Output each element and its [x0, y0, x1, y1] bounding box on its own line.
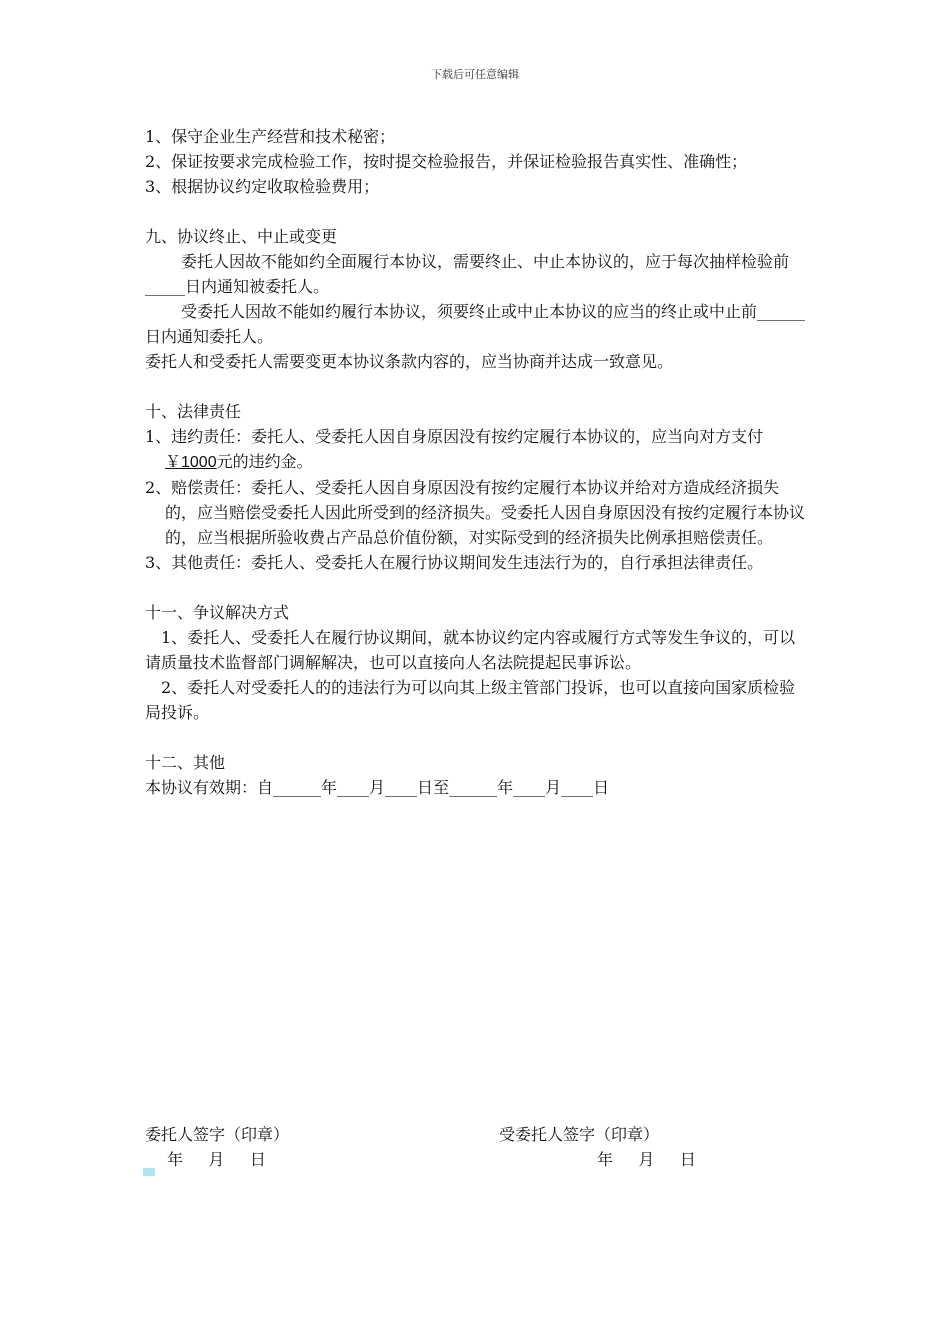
client-signature-date: 年 月 日 — [167, 1150, 266, 1169]
document-body — [145, 124, 809, 800]
page-header: 下载后可任意编辑 — [431, 68, 519, 81]
duty-item-3: 3、根据协议约定收取检验费用； — [145, 177, 380, 196]
section-9-title: 九、协议终止、中止或变更 — [145, 227, 338, 246]
section-9-para-2: 受委托人因故不能如约履行本协议，须要终止或中止本协议的应当的终止或中止前______日内通知委托人。 — [145, 302, 806, 346]
section-11-title: 十一、争议解决方式 — [145, 603, 290, 622]
section-11-item-1: 1、委托人、受委托人在履行协议期间，就本协议约定内容或履行方式等发生争议的，可以请质量技术监督部门调解解决，也可以直接向人名法院提起民事诉讼。 — [145, 628, 796, 672]
section-9-para-3: 委托人和受委托人需要变更本协议条款内容的，应当协商并达成一致意见。 — [145, 352, 674, 371]
section-10-item-3: 3、其他责任：委托人、受委托人在履行协议期间发生违法行为的，自行承担法律责任。 — [145, 553, 764, 572]
duty-item-2: 2、保证按要求完成检验工作，按时提交检验报告，并保证检验报告真实性、准确性； — [145, 152, 748, 171]
validity-period: 本协议有效期：自______年____月____日至______年____月____日 — [145, 778, 610, 797]
duty-item-1: 1、保守企业生产经营和技术秘密； — [145, 127, 396, 146]
client-signature-label: 委托人签字（印章） — [145, 1125, 290, 1144]
section-9-para-1: 委托人因故不能如约全面履行本协议，需要终止、中止本协议的，应于每次抽样检验前_____日内通知被委托人。 — [145, 252, 790, 296]
section-10-title: 十、法律责任 — [145, 402, 242, 421]
contractor-signature-label: 受委托人签字（印章） — [499, 1125, 660, 1144]
penalty-amount: ￥1000 — [165, 454, 217, 471]
blank-days-1: _____ — [145, 277, 185, 296]
cursor-highlight — [143, 1168, 155, 1176]
section-10-item-1: 1、违约责任：委托人、受委托人因自身原因没有按约定履行本协议的，应当向对方支付￥1000元的违约金。 — [145, 427, 764, 471]
section-12-title: 十二、其他 — [145, 753, 226, 772]
contractor-signature-date: 年 月 日 — [597, 1150, 696, 1169]
section-11-item-2: 2、委托人对受委托人的的违法行为可以向其上级主管部门投诉，也可以直接向国家质检验局投诉。 — [145, 678, 796, 722]
blank-days-2: ______ — [757, 302, 806, 321]
section-10-item-2: 2、赔偿责任：委托人、受委托人因自身原因没有按约定履行本协议并给对方造成经济损失的，应当赔偿受委托人因此所受到的经济损失。受委托人因自身原因没有按约定履行本协议的，应当根据所验收费占产品总价值份额，对实际受到的经济损失比例承担赔偿责任。 — [145, 478, 806, 547]
